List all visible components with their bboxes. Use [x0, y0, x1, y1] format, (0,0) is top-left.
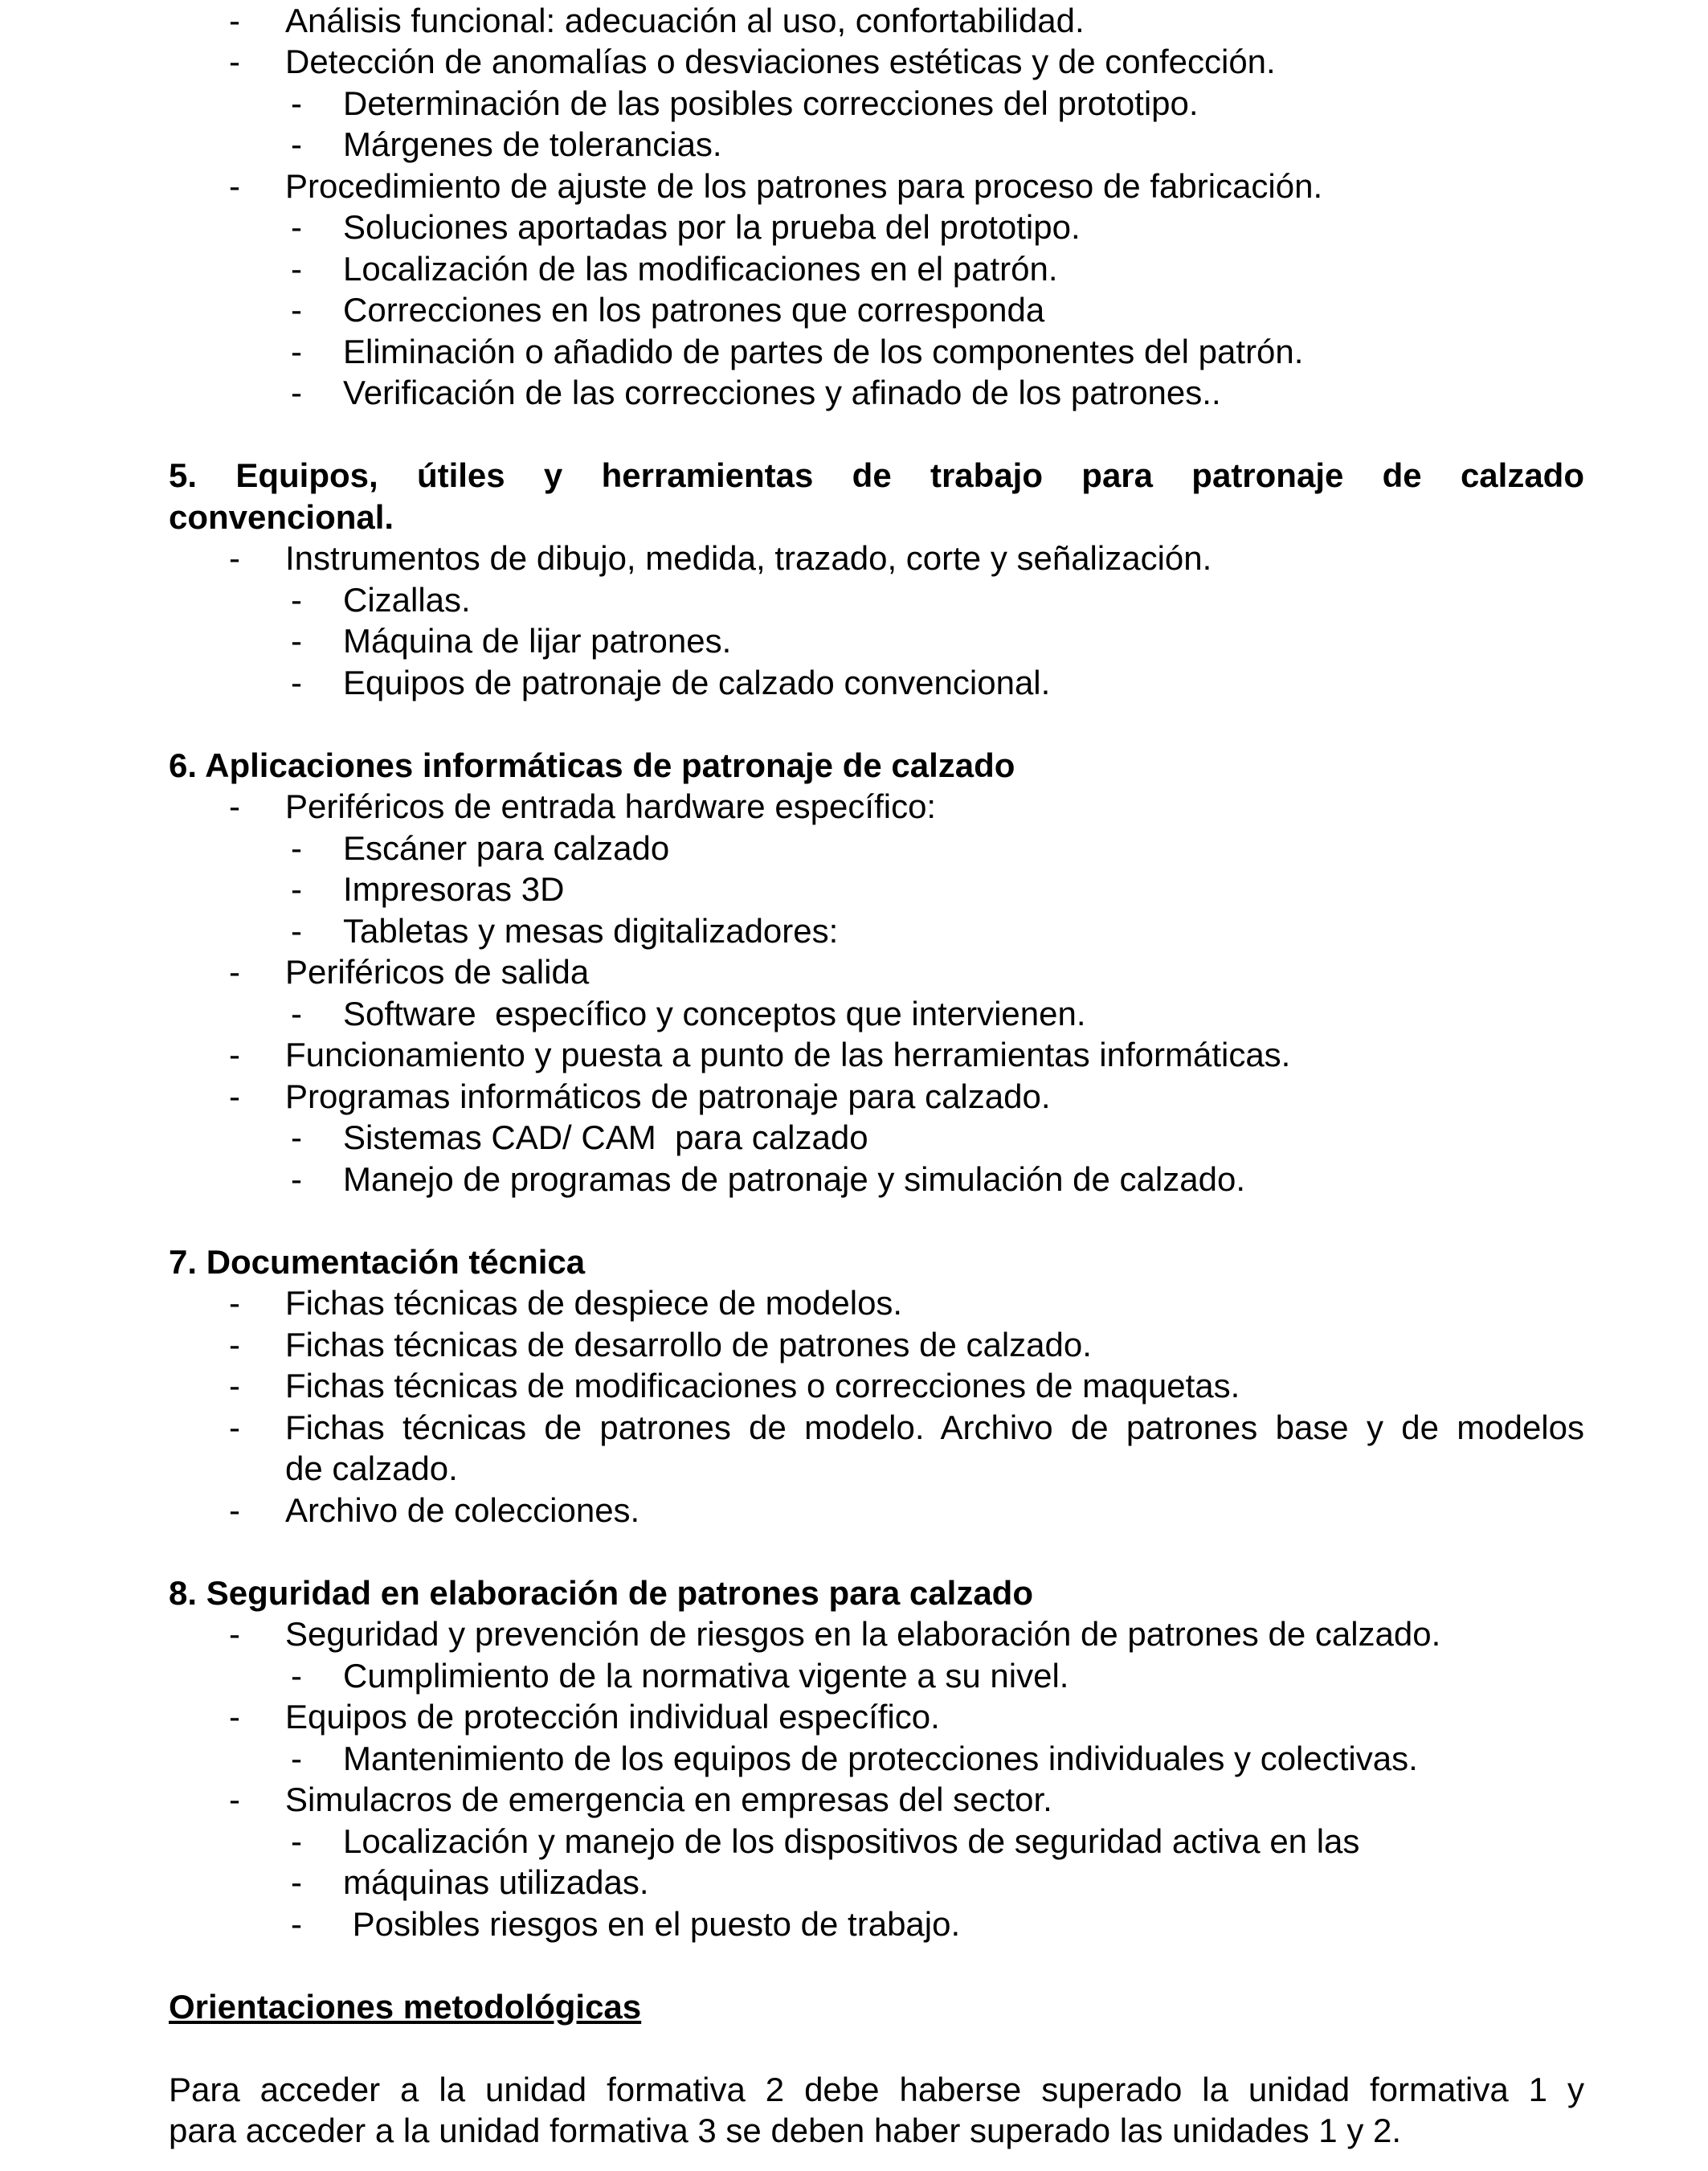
bullet-dash: - [229, 1698, 240, 1736]
list-item: Archivo de colecciones. [285, 1491, 640, 1529]
bullet-dash: - [291, 995, 302, 1032]
section-heading: 8. Seguridad en elaboración de patrones para calzado [169, 1574, 1033, 1612]
bullet-dash: - [229, 1036, 240, 1073]
bullet-dash: - [229, 1326, 240, 1364]
bullet-dash: - [291, 291, 302, 329]
bullet-dash: - [229, 1367, 240, 1404]
list-item: Fichas técnicas de modificaciones o correcciones de maquetas. [285, 1367, 1240, 1404]
list-item: Escáner para calzado [343, 829, 670, 867]
bullet-dash: - [229, 539, 240, 577]
bullet-dash: - [291, 829, 302, 867]
list-item: Tabletas y mesas digitalizadores: [343, 912, 839, 950]
list-item: Análisis funcional: adecuación al uso, confortabilidad. [285, 2, 1085, 39]
list-item: Simulacros de emergencia en empresas del sector. [285, 1781, 1052, 1818]
list-item: Eliminación o añadido de partes de los componentes del patrón. [343, 333, 1304, 370]
bullet-dash: - [291, 84, 302, 122]
bullet-dash: - [291, 333, 302, 370]
bullet-dash: - [229, 43, 240, 80]
bullet-dash: - [291, 208, 302, 246]
list-item: Instrumentos de dibujo, medida, trazado, corte y señalización. [285, 539, 1212, 577]
bullet-dash: - [291, 1863, 302, 1901]
list-item: Soluciones aportadas por la prueba del prototipo. [343, 208, 1081, 246]
list-item: Impresoras 3D [343, 870, 565, 908]
list-item: Máquina de lijar patrones. [343, 622, 732, 660]
section-heading: 6. Aplicaciones informáticas de patronaje de calzado [169, 746, 1015, 784]
bullet-dash: - [291, 1118, 302, 1156]
list-item: Periféricos de salida [285, 953, 590, 991]
bullet-dash: - [229, 2, 240, 39]
bullet-dash: - [229, 1077, 240, 1115]
bullet-dash: - [229, 1781, 240, 1818]
list-item: Equipos de patronaje de calzado convencional. [343, 664, 1051, 701]
section-heading: 5. Equipos, útiles y herramientas de trabajo para patronaje de calzado [169, 456, 1584, 494]
list-item: Posibles riesgos en el puesto de trabajo. [343, 1905, 961, 1943]
bullet-dash: - [291, 1905, 302, 1943]
bullet-dash: - [229, 1284, 240, 1322]
list-item: Fichas técnicas de desarrollo de patrones de calzado. [285, 1326, 1092, 1364]
paragraph-line: para acceder a la unidad formativa 3 se deben haber superado las unidades 1 y 2. [169, 2112, 1402, 2149]
bullet-dash: - [291, 622, 302, 660]
bullet-dash: - [291, 581, 302, 619]
list-item: máquinas utilizadas. [343, 1863, 649, 1901]
bullet-dash: - [229, 167, 240, 205]
bullet-dash: - [291, 870, 302, 908]
bullet-dash: - [291, 664, 302, 701]
bullet-dash: - [291, 1740, 302, 1777]
list-item: Mantenimiento de los equipos de protecciones individuales y colectivas. [343, 1740, 1418, 1777]
list-item: Cumplimiento de la normativa vigente a su nivel. [343, 1657, 1069, 1695]
bullet-dash: - [291, 1657, 302, 1695]
bullet-dash: - [229, 953, 240, 991]
list-item: Localización de las modificaciones en el patrón. [343, 250, 1058, 288]
bullet-dash: - [229, 1408, 240, 1446]
list-item: Márgenes de tolerancias. [343, 125, 722, 163]
bullet-dash: - [229, 1615, 240, 1653]
list-item-continuation: de calzado. [285, 1449, 458, 1487]
list-item: Manejo de programas de patronaje y simulación de calzado. [343, 1160, 1245, 1198]
list-item: Sistemas CAD/ CAM para calzado [343, 1118, 868, 1156]
bullet-dash: - [291, 250, 302, 288]
section-heading-continuation: convencional. [169, 498, 394, 536]
list-item: Seguridad y prevención de riesgos en la elaboración de patrones de calzado. [285, 1615, 1441, 1653]
list-item: Verificación de las correcciones y afinado de los patrones.. [343, 374, 1221, 411]
bullet-dash: - [291, 125, 302, 163]
bullet-dash: - [291, 374, 302, 411]
list-item: Detección de anomalías o desviaciones estéticas y de confección. [285, 43, 1276, 80]
list-item: Localización y manejo de los dispositivos de seguridad activa en las [343, 1822, 1360, 1860]
bullet-dash: - [291, 1822, 302, 1860]
list-item: Fichas técnicas de despiece de modelos. [285, 1284, 903, 1322]
section-heading: 7. Documentación técnica [169, 1243, 586, 1281]
orientaciones-heading: Orientaciones metodológicas [169, 1988, 642, 2026]
bullet-dash: - [229, 1491, 240, 1529]
list-item: Programas informáticos de patronaje para calzado. [285, 1077, 1051, 1115]
list-item: Fichas técnicas de patrones de modelo. Archivo de patrones base y de modelos [285, 1408, 1584, 1446]
list-item: Correcciones en los patrones que corresponda [343, 291, 1045, 329]
list-item: Cizallas. [343, 581, 471, 619]
list-item: Procedimiento de ajuste de los patrones para proceso de fabricación. [285, 167, 1323, 205]
list-item: Equipos de protección individual específico. [285, 1698, 940, 1736]
paragraph-line: Para acceder a la unidad formativa 2 debe haberse superado la unidad formativa 1 y [169, 2071, 1584, 2108]
bullet-dash: - [229, 787, 240, 825]
list-item: Funcionamiento y puesta a punto de las herramientas informáticas. [285, 1036, 1291, 1073]
list-item: Periféricos de entrada hardware específico: [285, 787, 937, 825]
bullet-dash: - [291, 912, 302, 950]
list-item: Determinación de las posibles correcciones del prototipo. [343, 84, 1199, 122]
bullet-dash: - [291, 1160, 302, 1198]
list-item: Software específico y conceptos que intervienen. [343, 995, 1086, 1032]
